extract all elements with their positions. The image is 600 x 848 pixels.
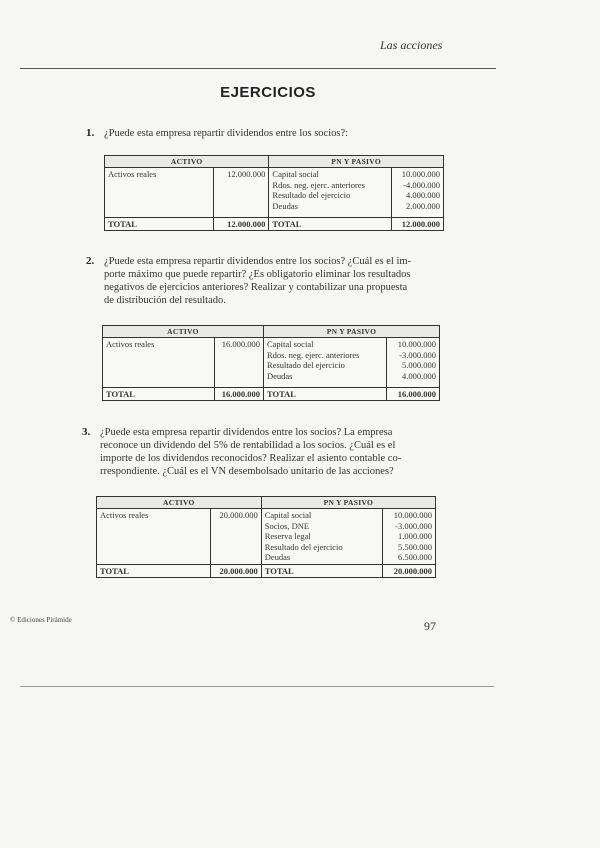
publisher-credit: © Ediciones Pirámide xyxy=(10,616,72,624)
question-line: negativos de ejercicios anteriores? Realizar y contabilizar una propuesta xyxy=(104,282,408,293)
pasivo-label: Capital social xyxy=(264,510,312,520)
total-pasivo: 16.000.000 xyxy=(387,388,440,401)
pasivo-label: Deudas xyxy=(266,370,293,381)
table-total-row xyxy=(103,388,440,401)
activo-header: ACTIVO xyxy=(103,326,264,338)
pasivo-value: 10.000.000 xyxy=(393,510,432,520)
table-body-row xyxy=(105,168,444,218)
question-line: ¿Puede esta empresa repartir dividendos entre los socios? La empresa xyxy=(100,427,393,438)
pasivo-label: Resultado del ejercicio xyxy=(272,190,351,200)
activo-header: ACTIVO xyxy=(97,497,262,509)
activo-value: 16.000.000 xyxy=(215,338,264,388)
pasivo-labels xyxy=(269,168,391,218)
running-header: Las acciones xyxy=(380,38,443,52)
page-title: EJERCICIOS xyxy=(220,84,316,101)
bottom-rule xyxy=(20,686,494,687)
balance-table-3 xyxy=(96,496,436,578)
pasivo-header: PN Y PASIVO xyxy=(269,156,444,168)
exercise-3-number: 3. xyxy=(82,426,91,438)
pasivo-value: 10.000.000 xyxy=(397,339,436,349)
activo-label: Activos reales xyxy=(97,509,211,565)
total-label: TOTAL xyxy=(97,565,211,578)
question-line: importe de los dividendos reconocidos? Realizar el asiento contable co- xyxy=(100,453,402,464)
pasivo-header: PN Y PASIVO xyxy=(261,497,435,509)
total-pasivo: 12.000.000 xyxy=(391,218,443,231)
pasivo-labels xyxy=(261,509,383,565)
question-line: reconoce un dividendo del 5% de rentabilidad a los socios. ¿Cuál es el xyxy=(100,440,396,451)
exercise-2-question xyxy=(104,255,444,307)
total-activo: 12.000.000 xyxy=(213,218,269,231)
pasivo-values xyxy=(383,509,436,565)
question-line: de distribución del resultado. xyxy=(104,295,226,306)
pasivo-label: Capital social xyxy=(266,339,314,349)
pasivo-value: 5.000.000 xyxy=(402,360,436,370)
table-body-row xyxy=(103,338,440,388)
balance-table-1 xyxy=(104,155,444,231)
question-line: ¿Puede esta empresa repartir dividendos entre los socios? ¿Cuál es el im- xyxy=(104,256,412,267)
question-line: porte máximo que puede repartir? ¿Es obligatorio eliminar los resultados xyxy=(104,269,411,280)
pasivo-value: 4.000.000 xyxy=(402,370,436,381)
exercise-2-number: 2. xyxy=(86,255,95,267)
pasivo-value: 2.000.000 xyxy=(406,200,440,211)
total-activo: 16.000.000 xyxy=(215,388,264,401)
pasivo-value: -3.000.000 xyxy=(399,349,436,360)
exercise-1-question: ¿Puede esta empresa repartir dividendos entre los socios?: xyxy=(104,128,349,139)
total-label: TOTAL xyxy=(263,388,386,401)
total-label: TOTAL xyxy=(261,565,383,578)
pasivo-label: Socios, DNE xyxy=(264,520,310,531)
exercise-1-number: 1. xyxy=(86,127,95,139)
activo-value: 20.000.000 xyxy=(210,509,261,565)
total-label: TOTAL xyxy=(105,218,214,231)
question-line: rrespondiente. ¿Cuál es el VN desembolsado unitario de las acciones? xyxy=(100,466,394,477)
table-header-row xyxy=(97,497,436,509)
total-activo: 20.000.000 xyxy=(210,565,261,578)
pasivo-label: Reserva legal xyxy=(264,531,311,541)
exercise-3-question xyxy=(100,426,440,478)
total-pasivo: 20.000.000 xyxy=(383,565,436,578)
pasivo-values xyxy=(391,168,443,218)
pasivo-value: 10.000.000 xyxy=(401,169,440,179)
pasivo-value: 6.500.000 xyxy=(398,552,432,562)
pasivo-label: Resultado del ejercicio xyxy=(266,360,345,370)
table-total-row xyxy=(97,565,436,578)
activo-label: Activos reales xyxy=(105,168,214,218)
pasivo-value: 1.000.000 xyxy=(398,531,432,541)
pasivo-label: Resultado del ejercicio xyxy=(264,541,343,552)
table-header-row xyxy=(103,326,440,338)
activo-value: 12.000.000 xyxy=(213,168,269,218)
activo-header: ACTIVO xyxy=(105,156,269,168)
pasivo-label: Capital social xyxy=(272,169,319,179)
pasivo-label: Rdos. neg. ejerc. anteriores xyxy=(272,179,365,190)
pasivo-labels xyxy=(263,338,386,388)
header-rule xyxy=(20,68,496,69)
pasivo-value: 4.000.000 xyxy=(406,190,440,200)
pasivo-value: -3.000.000 xyxy=(395,520,432,531)
table-header-row xyxy=(105,156,444,168)
pasivo-label: Rdos. neg. ejerc. anteriores xyxy=(266,349,360,360)
page-number: 97 xyxy=(424,619,436,633)
pasivo-values xyxy=(387,338,440,388)
pasivo-label: Deudas xyxy=(272,200,298,211)
pasivo-label: Deudas xyxy=(264,552,291,562)
pasivo-header: PN Y PASIVO xyxy=(263,326,439,338)
total-label: TOTAL xyxy=(269,218,391,231)
total-label: TOTAL xyxy=(103,388,215,401)
table-body-row xyxy=(97,509,436,565)
activo-label: Activos reales xyxy=(103,338,215,388)
table-total-row xyxy=(105,218,444,231)
pasivo-value: -4.000.000 xyxy=(403,179,440,190)
balance-table-2 xyxy=(102,325,440,401)
pasivo-value: 5.500.000 xyxy=(398,541,432,552)
